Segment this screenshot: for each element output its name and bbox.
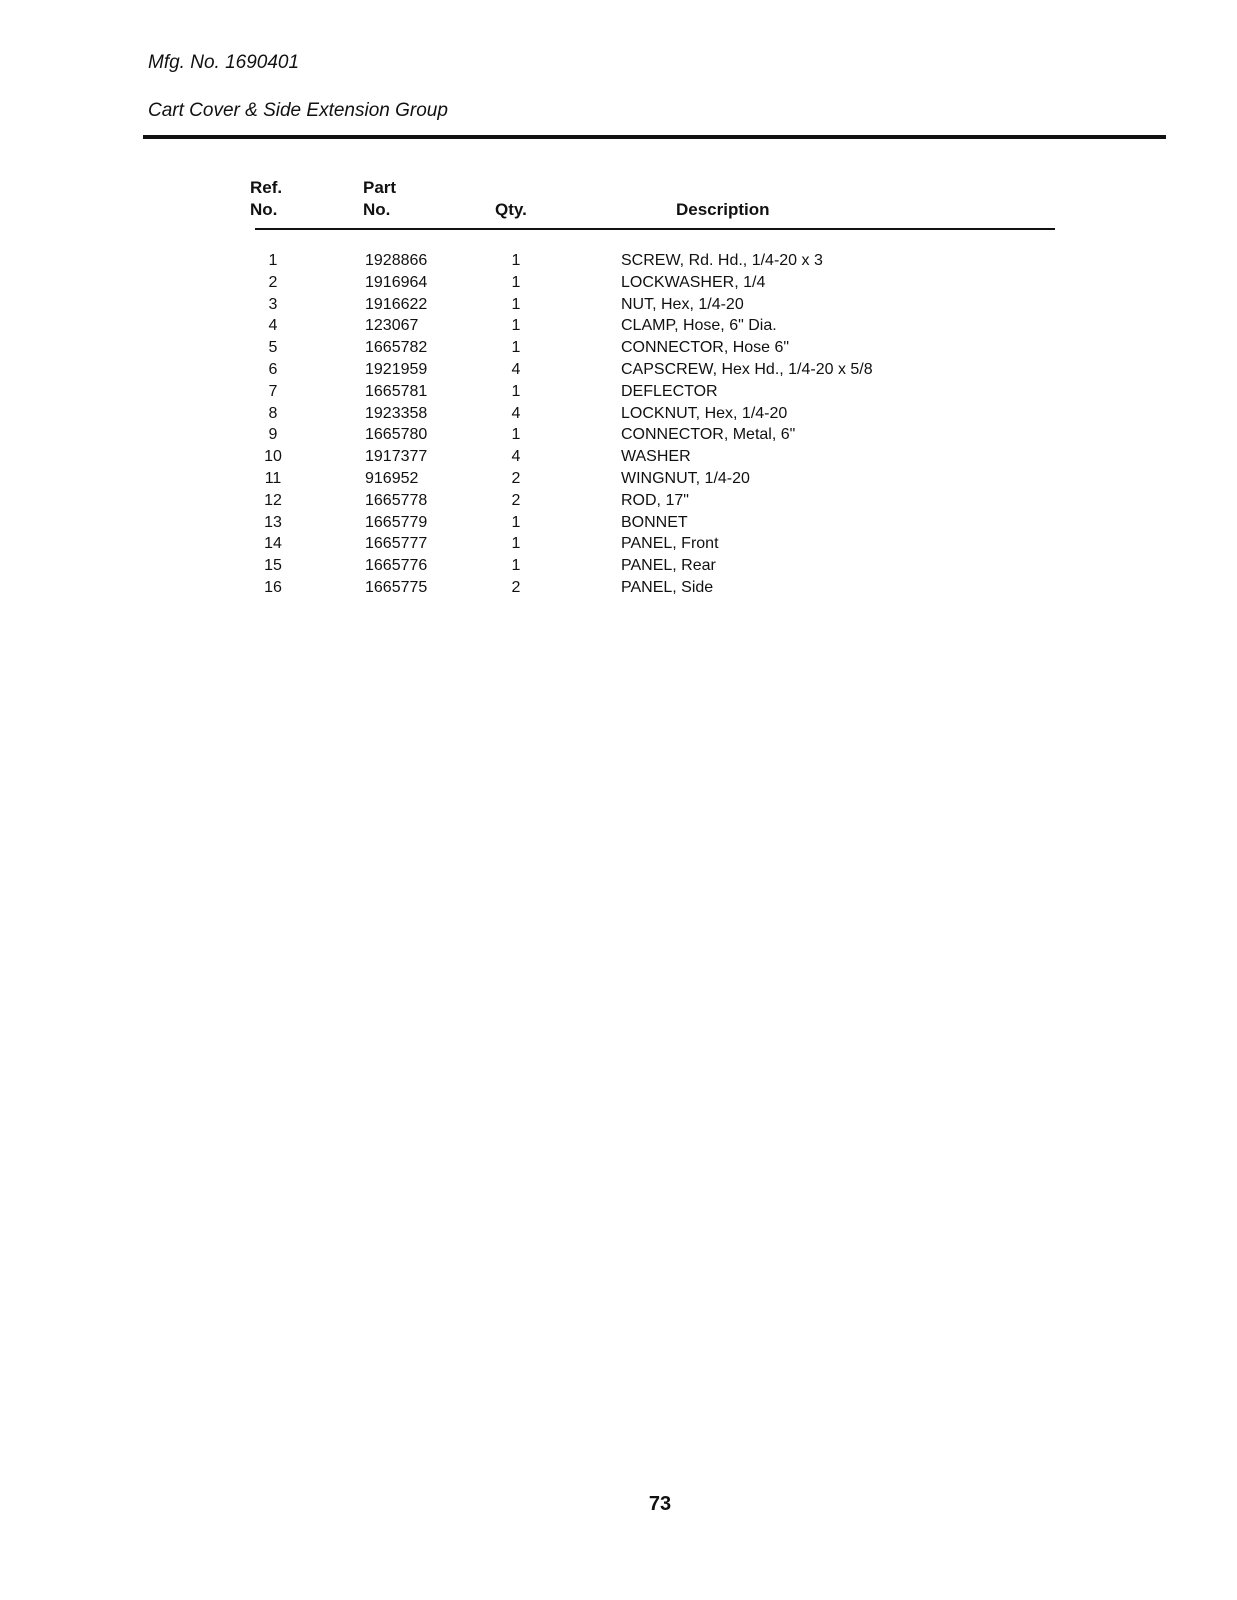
description: LOCKWASHER, 1/4 <box>621 273 766 291</box>
description: PANEL, Front <box>621 535 719 553</box>
part-no: 1916622 <box>365 295 428 313</box>
qty: 1 <box>511 426 521 444</box>
qty: 1 <box>511 317 521 335</box>
table-row <box>255 359 1055 381</box>
col-description-label: Description <box>676 200 770 219</box>
ref-no: 7 <box>268 382 278 400</box>
part-no: 1665775 <box>365 578 428 596</box>
col-part-label-2: No. <box>363 200 391 219</box>
part-no: 1921959 <box>365 360 428 378</box>
description: DEFLECTOR <box>621 382 718 400</box>
page-number: 73 <box>648 1493 672 1515</box>
description: LOCKNUT, Hex, 1/4-20 <box>621 404 788 422</box>
part-no: 1665776 <box>365 557 428 575</box>
ref-no: 8 <box>268 404 278 422</box>
ref-no: 1 <box>268 252 278 269</box>
description: BONNET <box>621 513 688 531</box>
table-row <box>255 337 1055 359</box>
description: WASHER <box>621 448 691 466</box>
part-no: 1917377 <box>365 448 428 466</box>
qty: 1 <box>511 273 521 291</box>
table-row <box>255 315 1055 337</box>
table-header-divider <box>255 228 1055 230</box>
ref-no: 14 <box>264 535 282 553</box>
qty: 1 <box>511 557 521 575</box>
ref-no: 15 <box>264 557 282 575</box>
qty: 4 <box>511 360 521 378</box>
table-row <box>255 512 1055 534</box>
part-no: 123067 <box>365 317 419 335</box>
ref-no: 12 <box>264 491 282 509</box>
qty: 1 <box>511 339 521 357</box>
part-no: 1665781 <box>365 382 428 400</box>
ref-no: 9 <box>268 426 278 444</box>
group-title: Cart Cover & Side Extension Group <box>148 100 448 121</box>
qty: 1 <box>511 252 521 269</box>
part-no: 1916964 <box>365 273 428 291</box>
description: SCREW, Rd. Hd., 1/4-20 x 3 <box>621 252 823 269</box>
part-no: 916952 <box>365 469 419 487</box>
description: CLAMP, Hose, 6" Dia. <box>621 317 777 335</box>
ref-no: 2 <box>268 273 278 291</box>
table-row <box>255 272 1055 294</box>
qty: 2 <box>511 578 521 596</box>
ref-no: 5 <box>268 339 278 357</box>
qty: 2 <box>511 469 521 487</box>
description: PANEL, Side <box>621 578 714 596</box>
description: PANEL, Rear <box>621 557 716 575</box>
table-row <box>255 424 1055 446</box>
qty: 4 <box>511 404 521 422</box>
qty: 2 <box>511 491 521 509</box>
description: CONNECTOR, Hose 6" <box>621 339 790 357</box>
col-ref-label-1: Ref. <box>250 178 283 197</box>
table-row <box>255 250 1055 272</box>
description: ROD, 17" <box>621 491 689 509</box>
col-part-label-1: Part <box>363 178 397 197</box>
qty: 4 <box>511 448 521 466</box>
ref-no: 16 <box>264 578 282 596</box>
part-no: 1665782 <box>365 339 428 357</box>
qty: 1 <box>511 295 521 313</box>
table-row <box>255 446 1055 468</box>
header-divider <box>143 135 1166 139</box>
table-row <box>255 555 1055 577</box>
ref-no: 10 <box>264 448 282 466</box>
qty: 1 <box>511 382 521 400</box>
description: WINGNUT, 1/4-20 <box>621 469 750 487</box>
table-row <box>255 381 1055 403</box>
ref-no: 6 <box>268 360 278 378</box>
parts-table <box>250 178 1055 596</box>
parts-rows <box>255 250 1055 599</box>
part-no: 1665779 <box>365 513 428 531</box>
table-row <box>255 294 1055 316</box>
part-no: 1665778 <box>365 491 428 509</box>
qty: 1 <box>511 513 521 531</box>
description: NUT, Hex, 1/4-20 <box>621 295 744 313</box>
ref-no: 3 <box>268 295 278 313</box>
table-row <box>255 403 1055 425</box>
part-no: 1923358 <box>365 404 428 422</box>
col-qty-label: Qty. <box>495 200 527 219</box>
table-row <box>255 490 1055 512</box>
part-no: 1928866 <box>365 252 428 269</box>
mfg-number: Mfg. No. 1690401 <box>148 52 300 73</box>
description: CAPSCREW, Hex Hd., 1/4-20 x 5/8 <box>621 360 873 378</box>
ref-no: 13 <box>264 513 282 531</box>
table-row <box>255 468 1055 490</box>
description: CONNECTOR, Metal, 6" <box>621 426 796 444</box>
table-row <box>255 577 1055 599</box>
part-no: 1665780 <box>365 426 428 444</box>
col-ref-label-2: No. <box>250 200 278 219</box>
ref-no: 4 <box>268 317 278 335</box>
qty: 1 <box>511 535 521 553</box>
part-no: 1665777 <box>365 535 428 553</box>
table-row <box>255 533 1055 555</box>
ref-no: 11 <box>264 469 282 487</box>
